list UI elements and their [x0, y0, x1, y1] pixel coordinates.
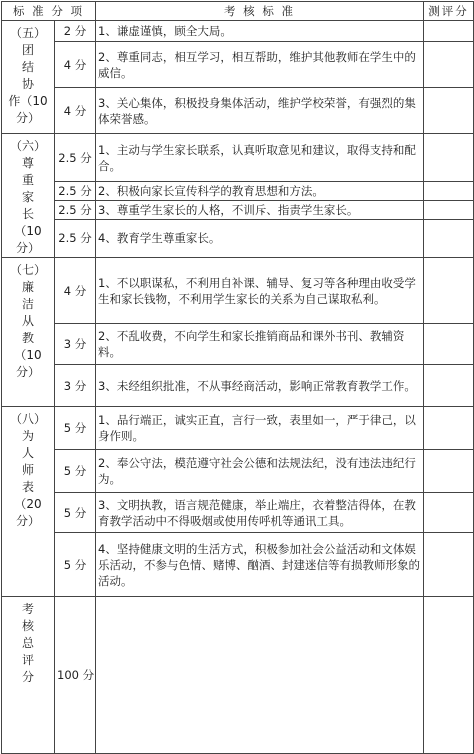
item-score: 3 分 — [55, 365, 96, 407]
item-score: 2 分 — [55, 21, 96, 42]
item-score: 3 分 — [55, 324, 96, 365]
table-row — [2, 324, 474, 365]
evaluation-table — [1, 1, 474, 754]
item-criteria: 2、奉公守法，模范遵守社会公德和法规法纪，没有违法违纪行为。 — [96, 450, 424, 493]
item-criteria: 1、品行端正，诚实正直，言行一致，表里如一，严于律己，以身作则。 — [96, 407, 424, 450]
evaluation-cell[interactable] — [424, 42, 474, 88]
item-score: 2.5 分 — [55, 200, 96, 219]
evaluation-cell[interactable] — [424, 258, 474, 324]
table-row — [2, 200, 474, 219]
total-score: 100 分 — [55, 597, 96, 754]
item-criteria: 3、尊重学生家长的人格，不训斥、指责学生家长。 — [96, 200, 424, 219]
total-comment-cell[interactable] — [96, 597, 424, 754]
evaluation-cell[interactable] — [424, 365, 474, 407]
item-criteria: 4、教育学生尊重家长。 — [96, 219, 424, 257]
item-criteria: 2、不乱收费，不向学生和家长推销商品和课外书刊、教辅资料。 — [96, 324, 424, 365]
section-respect-parents-label: （六） 尊 重 家 长 （10 分） — [2, 134, 55, 258]
table-row — [2, 493, 474, 533]
item-criteria: 3、文明执教，语言规范健康，举止端庄，衣着整洁得体，在教育教学活动中不得吸烟或使用传呼机等通讯工具。 — [96, 493, 424, 533]
item-criteria: 4、坚持健康文明的生活方式，积极参加社会公益活动和文体娱乐活动，不参与色情、赌博、酗酒、封建迷信等有损教师形象的活动。 — [96, 533, 424, 597]
table-row — [2, 450, 474, 493]
item-score: 5 分 — [55, 493, 96, 533]
header-evaluation-score: 测评分 — [424, 2, 474, 21]
header-criteria: 考 核 标 准 — [96, 2, 424, 21]
total-evaluation-label: 考 核 总 评 分 — [2, 597, 55, 754]
item-score: 4 分 — [55, 88, 96, 134]
evaluation-cell[interactable] — [424, 533, 474, 597]
evaluation-cell[interactable] — [424, 450, 474, 493]
item-criteria: 2、尊重同志，相互学习，相互帮助，维护其他教师在学生中的威信。 — [96, 42, 424, 88]
item-criteria: 1、不以职谋私，不利用自补课、辅导、复习等各种理由收受学生和家长钱物，不利用学生家长的关系为自己谋取私利。 — [96, 258, 424, 324]
item-criteria: 2、积极向家长宣传科学的教育思想和方法。 — [96, 182, 424, 201]
evaluation-cell[interactable] — [424, 21, 474, 42]
evaluation-cell[interactable] — [424, 200, 474, 219]
item-score: 5 分 — [55, 533, 96, 597]
header-standard-item: 标 准 分 项 — [2, 2, 96, 21]
item-criteria: 1、谦虚谨慎，顾全大局。 — [96, 21, 424, 42]
item-criteria: 1、主动与学生家长联系，认真听取意见和建议，取得支持和配合。 — [96, 134, 424, 182]
item-score: 2.5 分 — [55, 219, 96, 257]
table-row — [2, 533, 474, 597]
item-score: 5 分 — [55, 450, 96, 493]
item-score: 4 分 — [55, 42, 96, 88]
item-score: 4 分 — [55, 258, 96, 324]
evaluation-cell[interactable] — [424, 407, 474, 450]
total-row — [2, 597, 474, 754]
item-score: 2.5 分 — [55, 134, 96, 182]
item-score: 5 分 — [55, 407, 96, 450]
evaluation-cell[interactable] — [424, 134, 474, 182]
section-integrity-label: （七） 廉 洁 从 教 （10 分） — [2, 258, 55, 407]
evaluation-cell[interactable] — [424, 493, 474, 533]
total-evaluation-cell[interactable] — [424, 597, 474, 754]
section-role-model-label: （八） 为 人 师 表 （20 分） — [2, 407, 55, 597]
table-row — [2, 219, 474, 257]
table-row — [2, 258, 474, 324]
table-row — [2, 134, 474, 182]
item-criteria: 3、关心集体，积极投身集体活动，维护学校荣誉，有强烈的集体荣誉感。 — [96, 88, 424, 134]
item-score: 2.5 分 — [55, 182, 96, 201]
table-row — [2, 21, 474, 42]
evaluation-cell[interactable] — [424, 324, 474, 365]
table-row — [2, 182, 474, 201]
table-row — [2, 407, 474, 450]
section-teamwork-label: （五） 团 结 协 作（10 分） — [2, 21, 55, 134]
evaluation-cell[interactable] — [424, 182, 474, 201]
item-criteria: 3、未经组织批准，不从事经商活动，影响正常教育教学工作。 — [96, 365, 424, 407]
evaluation-cell[interactable] — [424, 219, 474, 257]
table-row — [2, 42, 474, 88]
evaluation-cell[interactable] — [424, 88, 474, 134]
header-row — [2, 2, 474, 21]
table-row — [2, 365, 474, 407]
table-row — [2, 88, 474, 134]
